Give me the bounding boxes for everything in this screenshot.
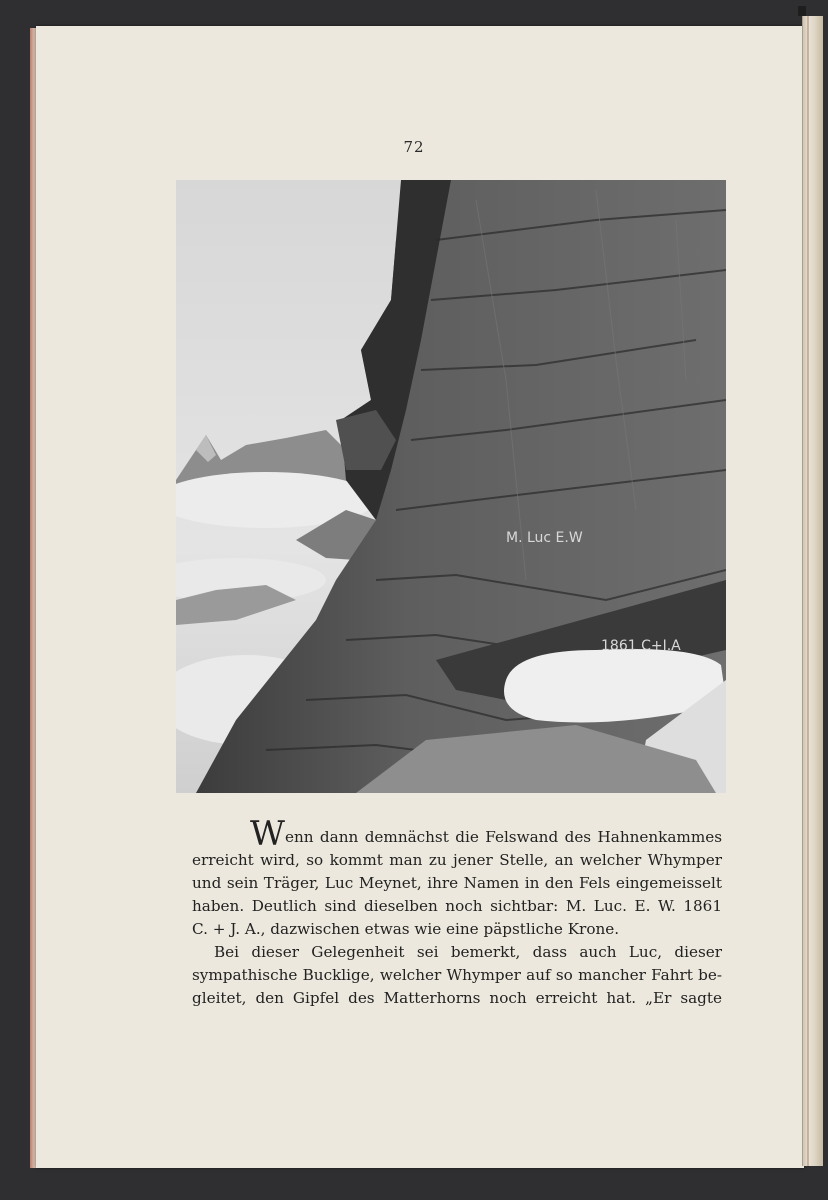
rock-inscription-date: 1861 C+I.A	[601, 638, 681, 654]
text-line: erreicht wird, so kommt man zu jener Stelle, an welcher Whymper	[192, 851, 722, 869]
text-line: enn dann demnächst die Felswand des Hahnenkammes	[284, 828, 722, 846]
page-number: 72	[403, 138, 425, 156]
text-line: gleitet, den Gipfel des Matterhorns noch erreicht hat. „Er sagte	[192, 989, 722, 1007]
text-line: C. + J. A., dazwischen etwas wie eine päpstliche Krone.	[192, 920, 620, 938]
body-text	[192, 815, 722, 1010]
text-line: sympathische Bucklige, welcher Whymper auf so mancher Fahrt be-	[192, 966, 722, 984]
page-stack-edge	[802, 16, 823, 1166]
rock-inscription-names: M. Luc E.W	[506, 530, 583, 546]
mountain-rock-photo	[176, 180, 726, 793]
photo-illustration	[176, 180, 726, 793]
text-line: Bei dieser Gelegenheit sei bemerkt, dass auch Luc, dieser	[214, 943, 722, 961]
corner-mark	[798, 6, 806, 16]
text-line: haben. Deutlich sind dieselben noch sichtbar: M. Luc. E. W. 1861	[192, 897, 722, 915]
text-line: und sein Träger, Luc Meynet, ihre Namen in den Fels eingemeisselt	[192, 874, 722, 892]
drop-initial: W	[250, 814, 285, 854]
